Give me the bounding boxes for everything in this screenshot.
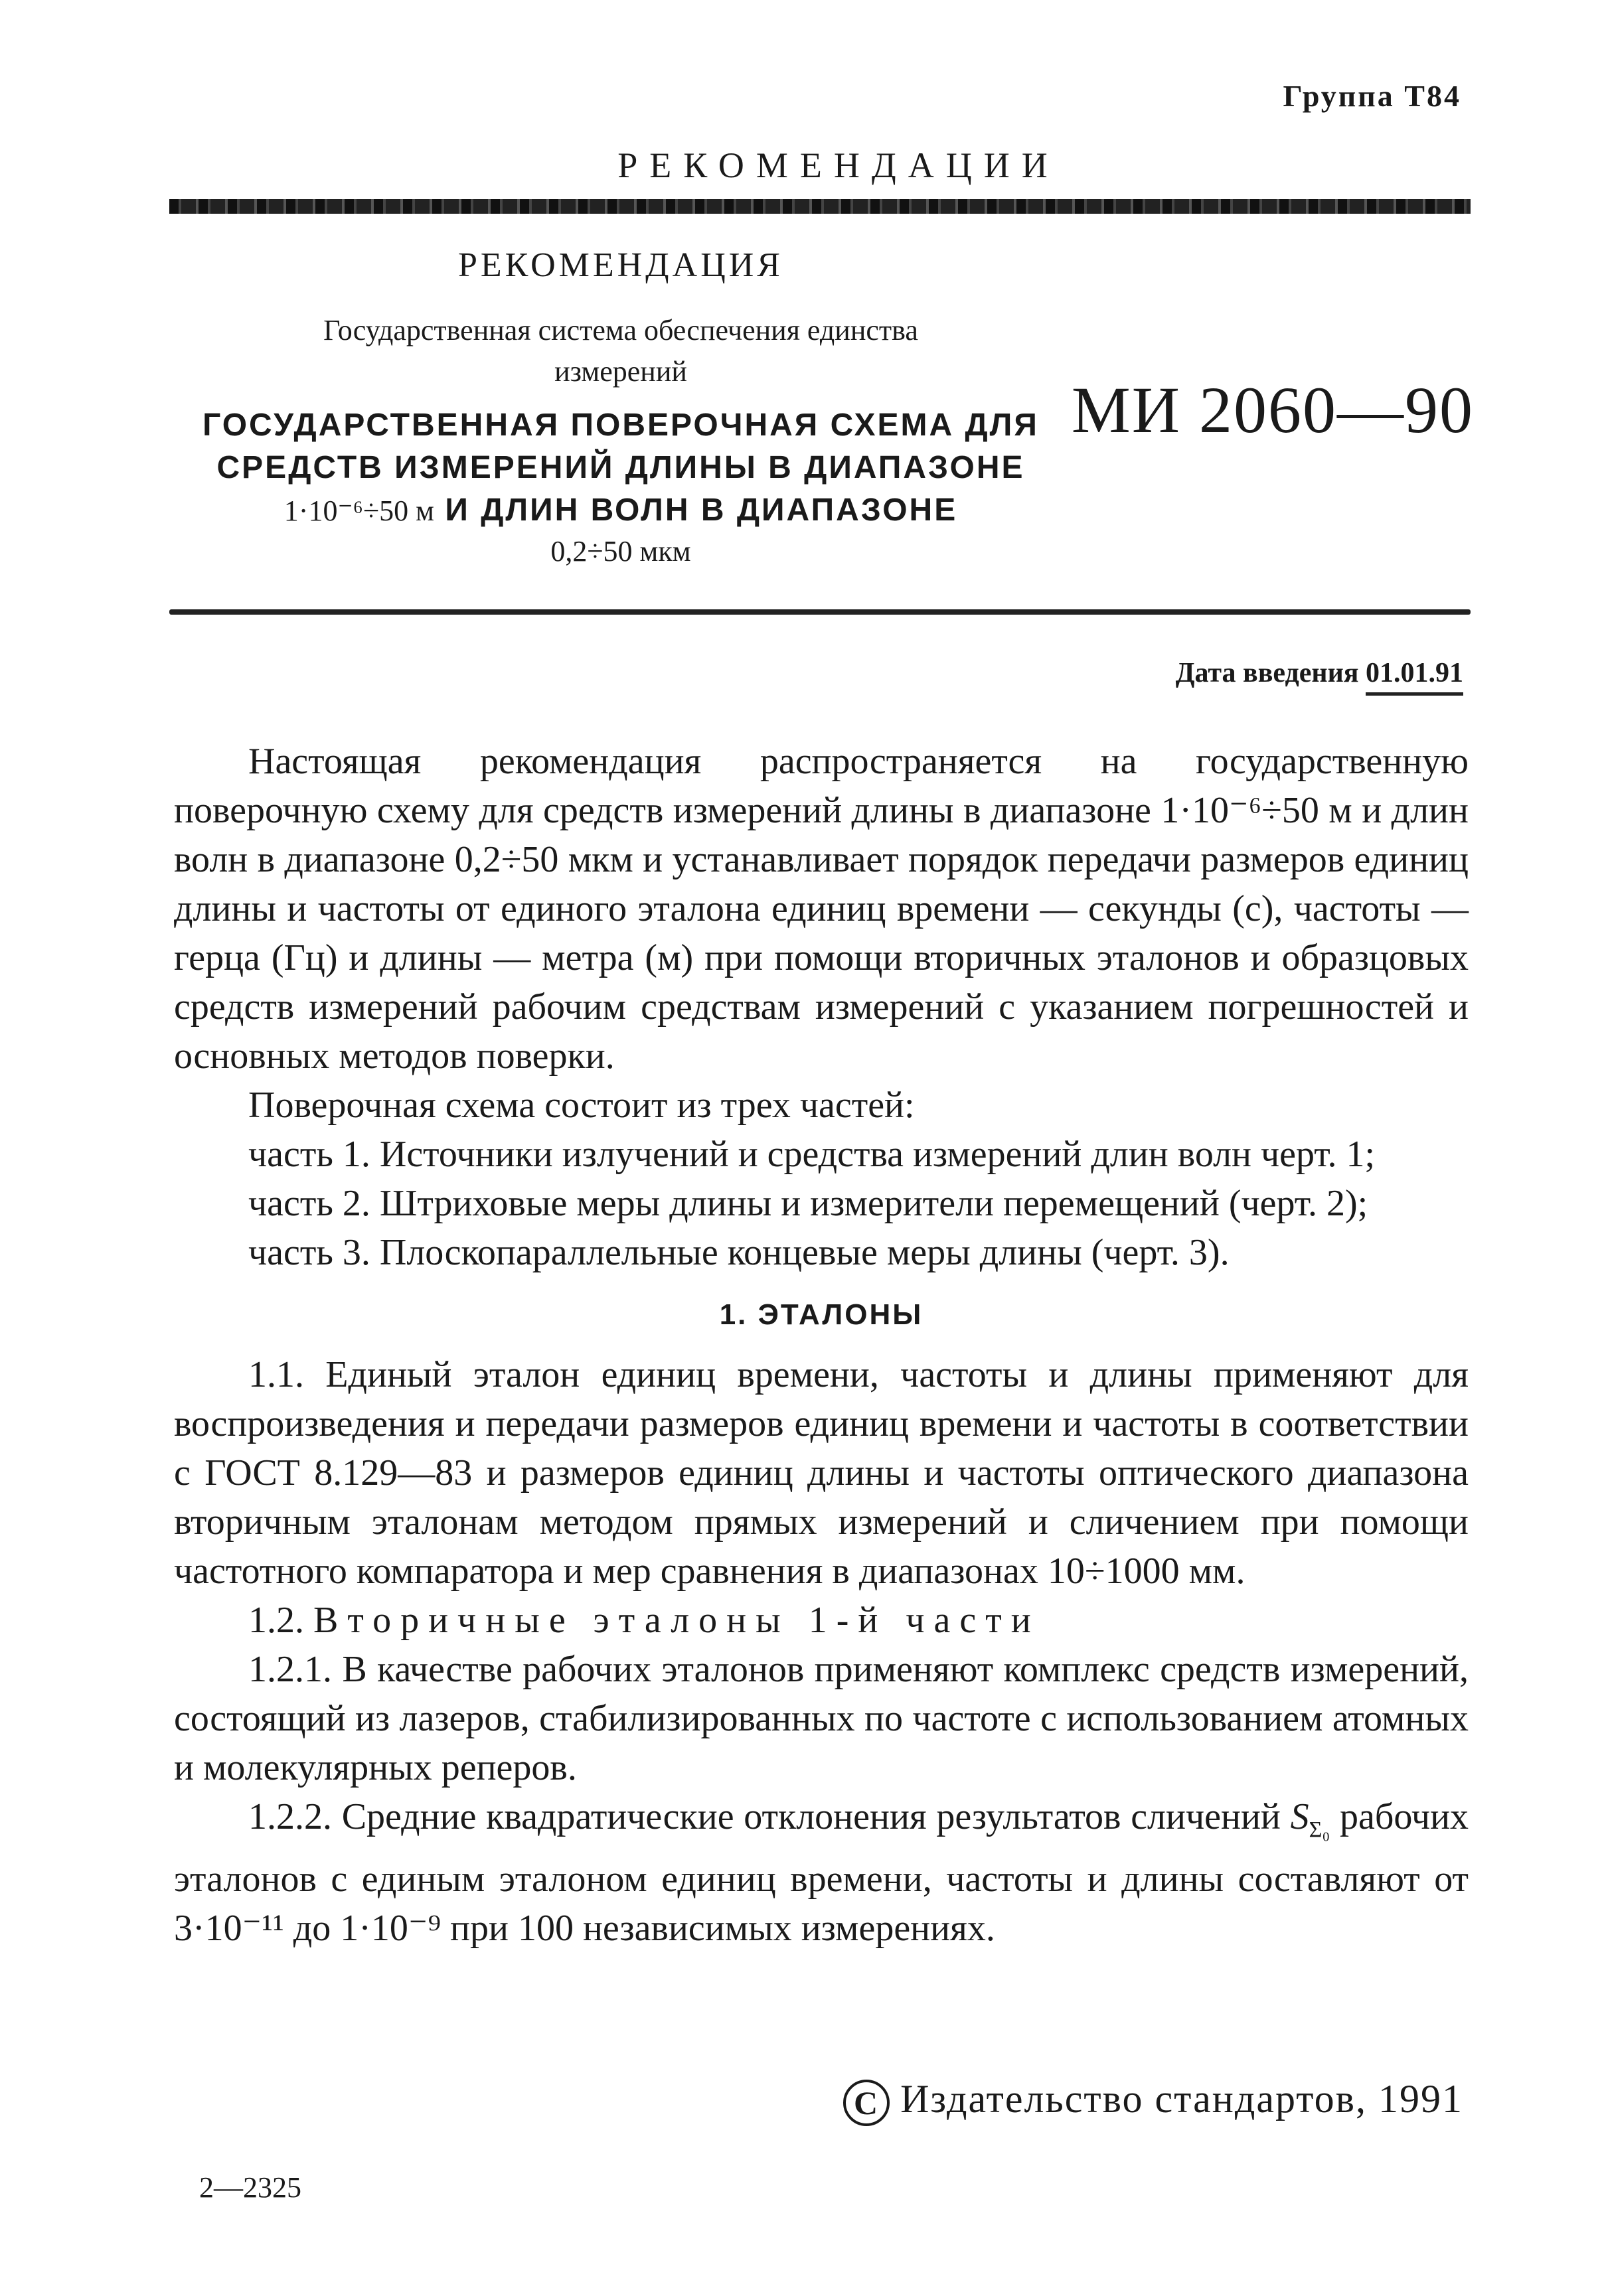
paragraph-1-2-1: 1.2.1. В качестве рабочих эталонов применяют комплекс средств измерений, состоящий из лазеров, стабилизированных по частоте с использованием атомных и молекулярных реперов. (174, 1649, 1469, 1788)
paragraph-1-2-2 (174, 1792, 1469, 1953)
print-code: 2—2325 (199, 2171, 301, 2204)
document-designation: МИ 2060—90 (1071, 373, 1474, 447)
doc-type: РЕКОМЕНДАЦИЯ (458, 246, 783, 284)
copyright-icon: C (843, 2080, 890, 2126)
group-code: Группа Т84 (1283, 79, 1461, 113)
part-2: часть 2. Штриховые меры длины и измерители перемещений (черт. 2); (248, 1183, 1368, 1224)
paragraph-1-2-heading: Вторичные эталоны 1-й части (313, 1600, 1040, 1641)
copyright-notice (843, 2076, 1463, 2126)
introduction-date (1176, 657, 1463, 689)
title-range-length: 1·10⁻⁶÷50 м (283, 495, 435, 527)
std-deviation-subscript: Σ₀ (1309, 1817, 1330, 1843)
title-line-1: ГОСУДАРСТВЕННАЯ ПОВЕРОЧНАЯ СХЕМА ДЛЯ (202, 408, 1039, 443)
section-heading: РЕКОМЕНДАЦИИ (617, 145, 1060, 185)
title-line-3 (193, 489, 1049, 532)
date-value: 01.01.91 (1366, 658, 1463, 696)
paragraph-1-1: 1.1. Единый эталон единиц времени, частоты и длины применяют для воспроизведения и передачи размеров единиц времени и частоты в соответствии с ГОСТ 8.129—83 и размеров единиц длины и частоты оптического диапазона вторичным эталонам методом прямых измерений и сличением при помощи частотного компаратора и мер сравнения в диапазонах 10÷1000 мм. (174, 1354, 1469, 1592)
system-line-2: измерений (554, 355, 687, 388)
intro-paragraph: Настоящая рекомендация распространяется на государственную поверочную схему для средств измерений длины в диапазоне 1·10⁻⁶÷50 м и длин волн в диапазоне 0,2÷50 мкм и устанавливает порядок передачи размеров единиц длины и частоты от единого эталона единиц времени — секунды (с), частоты — герца (Гц) и длины — метра (м) при помощи вторичных эталонов и образцовых средств измерений рабочим средствам измерений с указанием погрешностей и основных методов поверки. (174, 741, 1469, 1077)
paragraph-1-2-2-end: рабочих эталонов с единым эталоном единиц времени, частоты и длины составляют от 3·10⁻¹¹ до 1·10⁻⁹ при 100 независимых измерениях. (174, 1796, 1469, 1950)
title-line-2: СРЕДСТВ ИЗМЕРЕНИЙ ДЛИНЫ В ДИАПАЗОНЕ (216, 450, 1025, 485)
date-label: Дата введения (1175, 658, 1359, 688)
copyright-text: Издательство стандартов, 1991 (900, 2077, 1463, 2121)
title-range-wavelength: 0,2÷50 мкм (550, 535, 691, 568)
document-body (174, 737, 1469, 1953)
parts-intro: Поверочная схема состоит из трех частей: (248, 1085, 915, 1126)
document-title (193, 404, 1049, 572)
part-3: часть 3. Плоскопараллельные концевые меры длины (черт. 3). (248, 1232, 1230, 1273)
system-name (193, 310, 1049, 392)
bottom-divider (169, 609, 1471, 615)
paragraph-1-2 (174, 1596, 1469, 1645)
system-line-1: Государственная система обеспечения единства (323, 314, 918, 346)
title-line-3-text: И ДЛИН ВОЛН В ДИАПАЗОНЕ (445, 493, 958, 528)
section-1-title: 1. ЭТАЛОНЫ (719, 1298, 923, 1331)
std-deviation-symbol: S (1290, 1796, 1309, 1837)
document-header (193, 246, 1049, 572)
part-1: часть 1. Источники излучений и средства измерений длин волн черт. 1; (248, 1134, 1376, 1175)
paragraph-1-2-number: 1.2. (248, 1600, 304, 1641)
paragraph-1-2-2-start: 1.2.2. Средние квадратические отклонения результатов сличений (248, 1796, 1281, 1837)
top-divider (169, 199, 1471, 214)
